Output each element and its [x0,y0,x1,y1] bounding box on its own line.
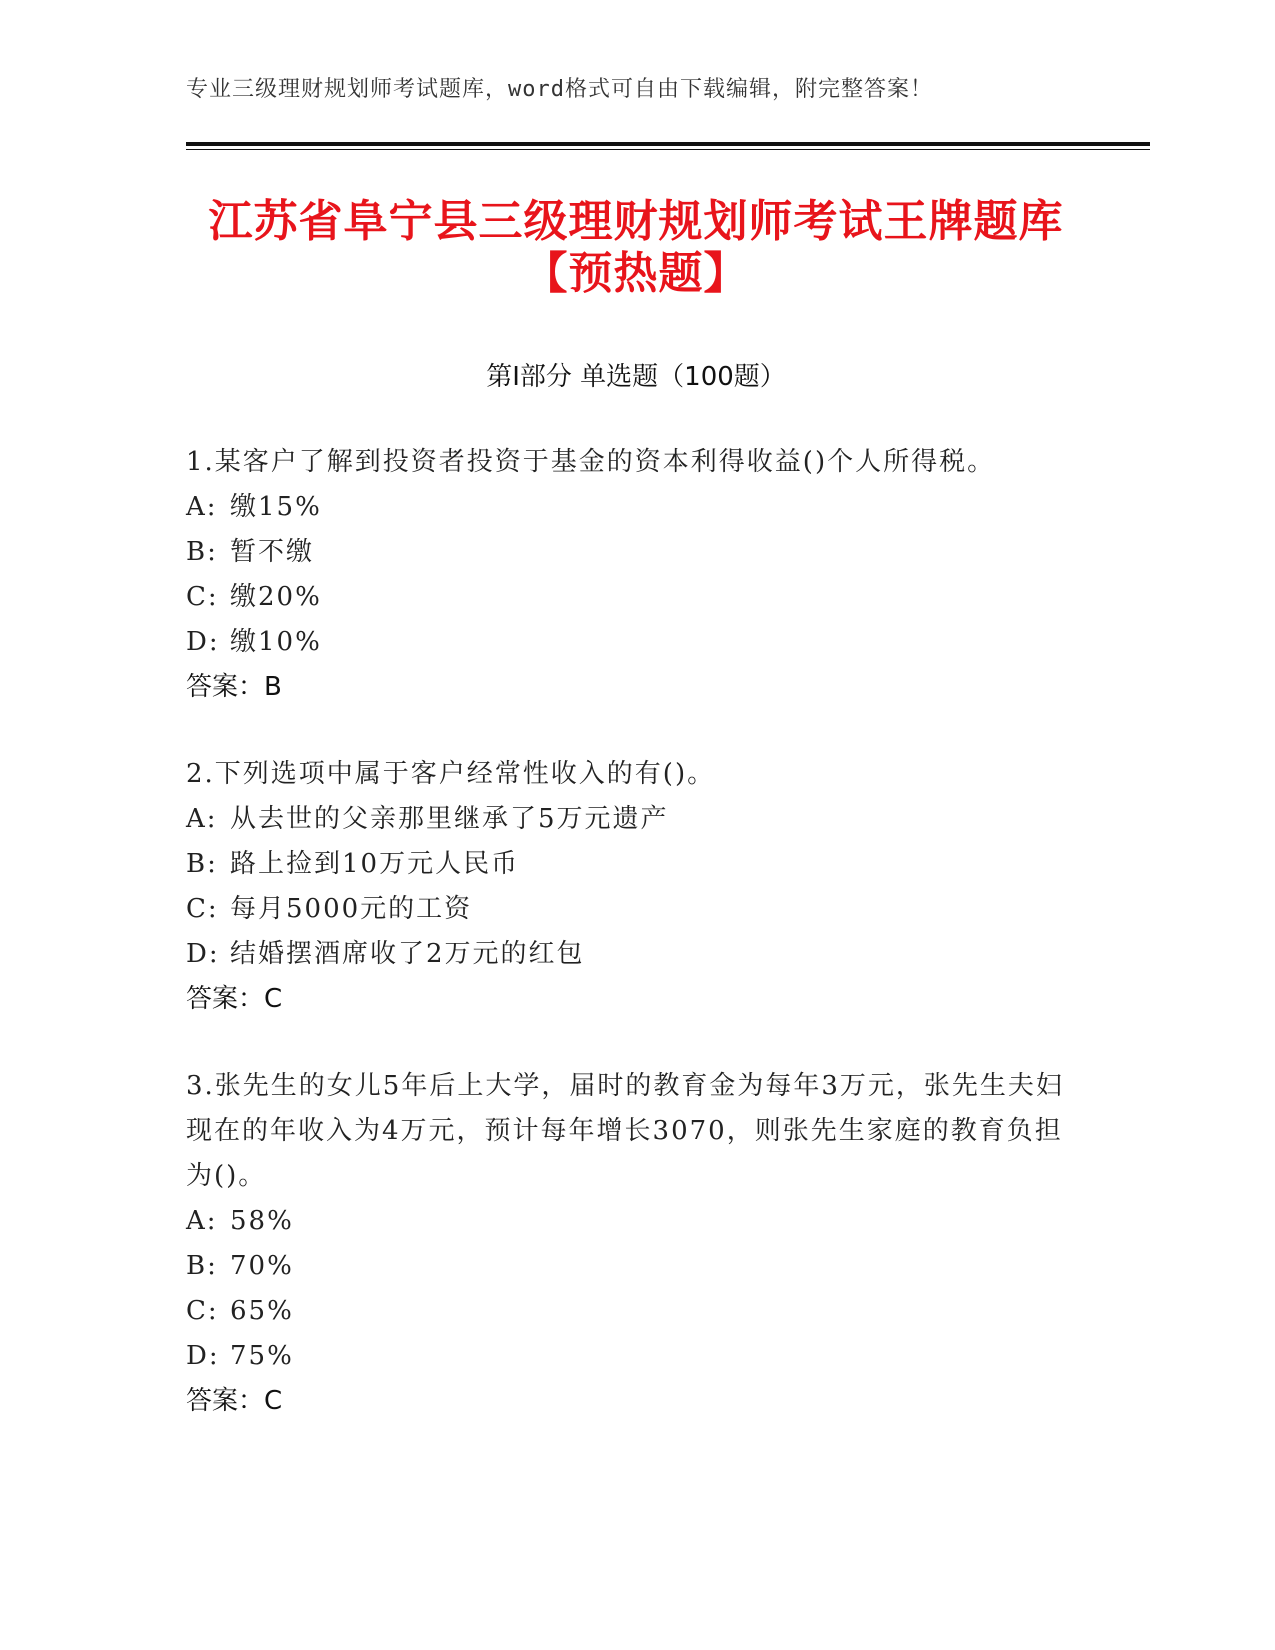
title-line-1: 江苏省阜宁县三级理财规划师考试王牌题库 [208,196,1064,247]
document-title [186,196,1086,300]
question-list [186,440,1066,1466]
option-text: 58% [230,1206,294,1236]
question-stem: 3.张先生的女儿5年后上大学，届时的教育金为每年3万元，张先生夫妇现在的年收入为4万元，预计每年增长3070，则张先生家庭的教育负担为()。 [186,1071,1064,1191]
question-3 [186,1064,1066,1424]
option-text: 缴15% [230,492,322,522]
option-letter: C: [186,1296,219,1326]
option-letter: B: [186,1251,218,1281]
option-letter: D: [186,627,220,657]
option-text: 每月5000元的工资 [230,894,473,924]
option-text: 65% [230,1296,294,1326]
option-a [186,797,1066,842]
answer-line: 答案：B [186,672,282,702]
question-stem: 2.下列选项中属于客户经常性收入的有()。 [186,759,716,789]
header-rule-thick [186,142,1150,146]
question-2 [186,752,1066,1022]
answer-line: 答案：C [186,1386,283,1416]
question-1 [186,440,1066,710]
header-rule-thin [186,149,1150,150]
title-line-2: 【预热题】 [523,248,749,299]
option-text: 缴20% [230,582,322,612]
option-c [186,887,1066,932]
option-d [186,1334,1066,1379]
option-text: 从去世的父亲那里继承了5万元遗产 [230,804,669,834]
answer-line: 答案：C [186,984,283,1014]
option-letter: B: [186,537,218,567]
question-stem: 1.某客户了解到投资者投资于基金的资本利得收益()个人所得税。 [186,447,996,477]
option-c [186,575,1066,620]
option-letter: A: [186,804,218,834]
option-letter: C: [186,894,219,924]
option-letter: B: [186,849,218,879]
option-text: 70% [230,1251,294,1281]
option-b [186,842,1066,887]
header-note: 专业三级理财规划师考试题库，word格式可自由下载编辑，附完整答案！ [186,77,933,102]
option-text: 暂不缴 [230,537,315,567]
option-letter: A: [186,1206,218,1236]
option-letter: D: [186,1341,220,1371]
option-letter: D: [186,939,220,969]
option-d [186,620,1066,665]
option-b [186,530,1066,575]
option-letter: A: [186,492,218,522]
option-letter: C: [186,582,219,612]
option-text: 结婚摆酒席收了2万元的红包 [230,939,585,969]
option-text: 缴10% [230,627,322,657]
option-b [186,1244,1066,1289]
option-c [186,1289,1066,1334]
option-d [186,932,1066,977]
option-a [186,1199,1066,1244]
option-a [186,485,1066,530]
option-text: 路上捡到10万元人民币 [230,849,520,879]
option-text: 75% [230,1341,294,1371]
section-heading: 第I部分 单选题（100题） [486,362,786,392]
